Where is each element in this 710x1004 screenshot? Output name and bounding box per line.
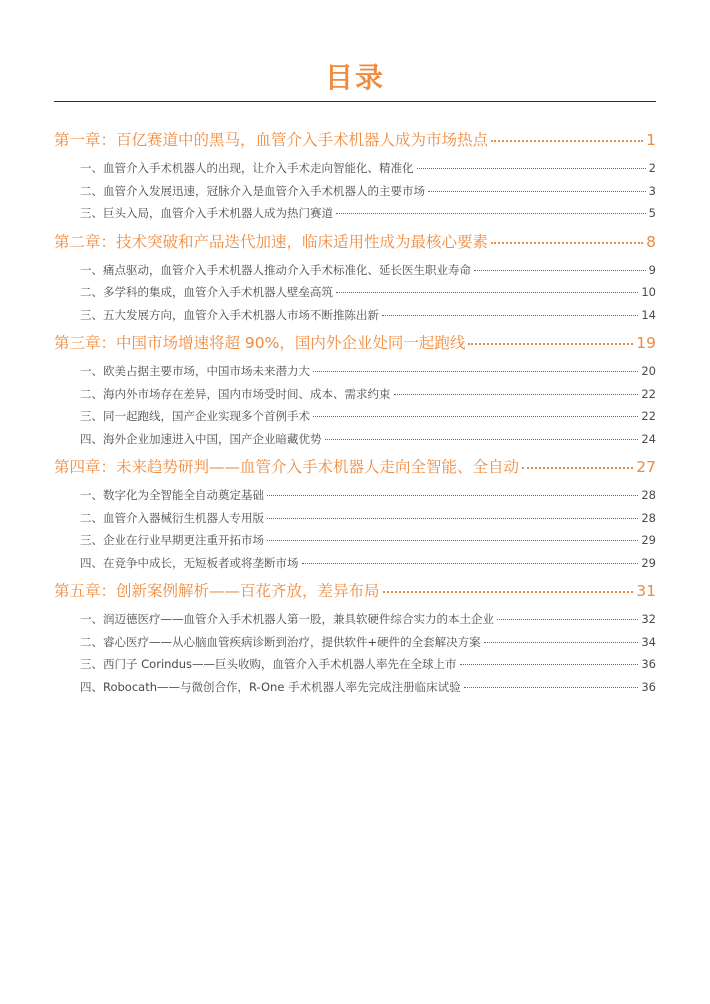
toc-section-title: 三、企业在行业早期更注重开拓市场 xyxy=(80,533,264,547)
toc-dot-leader xyxy=(394,386,639,398)
toc-dot-leader xyxy=(302,555,639,567)
toc-dot-leader xyxy=(491,231,643,247)
toc-dot-leader xyxy=(267,488,638,500)
toc-dot-leader xyxy=(460,657,639,669)
toc-dot-leader xyxy=(474,262,646,274)
toc-page-number: 29 xyxy=(641,555,656,570)
toc-section-entry[interactable] xyxy=(54,281,656,304)
toc-chapter xyxy=(54,578,656,702)
toc-chapter-entry[interactable] xyxy=(54,330,656,356)
page-title: 目录 xyxy=(324,61,385,94)
toc-page-number: 24 xyxy=(641,431,656,446)
toc-section-title: 四、海外企业加速进入中国，国产企业暗藏优势 xyxy=(80,431,322,446)
toc-chapter-entry[interactable] xyxy=(54,578,656,604)
toc-section-entry[interactable] xyxy=(54,428,656,451)
toc-chapter-title: 第五章：创新案例解析——百花齐放，差异布局 xyxy=(54,582,380,600)
toc-section-entry[interactable] xyxy=(54,259,656,282)
toc-section-entry[interactable] xyxy=(54,383,656,406)
toc-chapter xyxy=(54,229,656,331)
toc-section-title: 四、Robocath——与微创合作，R-One 手术机器人率先完成注册临床试验 xyxy=(80,679,461,694)
toc-chapter-title: 第四章：未来趋势研判——血管介入手术机器人走向全智能、全自动 xyxy=(54,458,520,476)
toc-page-number: 2 xyxy=(648,161,656,175)
toc-section-title: 二、睿心医疗——从心脑血管疾病诊断到治疗，提供软件+硬件的全套解决方案 xyxy=(80,634,481,649)
table-of-contents xyxy=(54,127,656,702)
toc-chapter-title: 第二章：技术突破和产品迭代加速，临床适用性成为最核心要素 xyxy=(54,232,489,251)
toc-chapter-title: 第一章：百亿赛道中的黑马，血管介入手术机器人成为市场热点 xyxy=(54,131,489,149)
toc-page-number: 3 xyxy=(648,183,656,198)
toc-page-number: 22 xyxy=(641,409,656,423)
toc-page-number: 8 xyxy=(646,232,656,251)
toc-section-entry[interactable] xyxy=(54,360,656,383)
toc-section-entry[interactable] xyxy=(54,202,656,225)
toc-chapter-entry[interactable] xyxy=(54,454,656,480)
toc-page-number: 20 xyxy=(641,364,656,378)
toc-chapter xyxy=(54,330,656,454)
toc-chapter xyxy=(54,454,656,578)
toc-section-title: 三、西门子 Corindus——巨头收购，血管介入手术机器人率先在全球上市 xyxy=(80,657,457,671)
toc-dot-leader xyxy=(336,206,646,218)
toc-section-entry[interactable] xyxy=(54,180,656,203)
toc-section-entry[interactable] xyxy=(54,529,656,552)
toc-dot-leader xyxy=(417,161,646,173)
toc-section-entry[interactable] xyxy=(54,608,656,631)
toc-section-title: 二、海内外市场存在差异，国内市场受时间、成本、需求约束 xyxy=(80,386,391,401)
toc-dot-leader xyxy=(267,533,638,545)
toc-page-number: 14 xyxy=(641,307,656,322)
toc-section-title: 三、同一起跑线，国产企业实现多个首例手术 xyxy=(80,409,310,423)
toc-dot-leader xyxy=(464,679,639,691)
toc-page-number: 5 xyxy=(648,206,656,220)
toc-section-title: 一、数字化为全智能全自动奠定基础 xyxy=(80,488,264,502)
toc-dot-leader xyxy=(313,409,638,421)
toc-section-title: 一、痛点驱动，血管介入手术机器人推动介入手术标准化、延长医生职业寿命 xyxy=(80,262,471,277)
toc-dot-leader xyxy=(325,431,639,443)
toc-section-title: 三、巨头入局，血管介入手术机器人成为热门赛道 xyxy=(80,206,333,220)
toc-dot-leader xyxy=(428,183,646,195)
toc-section-list xyxy=(54,604,656,702)
toc-section-title: 二、多学科的集成，血管介入手术机器人壁垒高筑 xyxy=(80,285,333,299)
toc-section-entry[interactable] xyxy=(54,157,656,180)
toc-section-entry[interactable] xyxy=(54,304,656,327)
toc-page-number: 28 xyxy=(641,488,656,502)
toc-section-entry[interactable] xyxy=(54,653,656,676)
toc-dot-leader xyxy=(497,612,638,624)
toc-page-number: 19 xyxy=(636,334,656,352)
toc-dot-leader xyxy=(468,333,633,349)
title-divider xyxy=(54,101,656,102)
toc-page-number: 31 xyxy=(636,582,656,600)
toc-page-number: 28 xyxy=(641,510,656,525)
toc-page-number: 36 xyxy=(641,679,656,694)
toc-section-title: 二、血管介入器械衍生机器人专用版 xyxy=(80,510,264,525)
toc-chapter-title: 第三章：中国市场增速将超 90%，国内外企业处同一起跑线 xyxy=(54,334,466,352)
toc-dot-leader xyxy=(336,285,638,297)
toc-chapter-entry[interactable] xyxy=(54,229,656,255)
toc-page-number: 22 xyxy=(641,386,656,401)
toc-page-number: 36 xyxy=(641,657,656,671)
toc-section-title: 四、在竞争中成长，无短板者或将垄断市场 xyxy=(80,555,299,570)
toc-section-entry[interactable] xyxy=(54,676,656,699)
toc-section-title: 一、血管介入手术机器人的出现，让介入手术走向智能化、精准化 xyxy=(80,161,414,175)
toc-dot-leader xyxy=(313,364,638,376)
toc-section-entry[interactable] xyxy=(54,484,656,507)
toc-section-list xyxy=(54,255,656,331)
toc-page-number: 10 xyxy=(641,285,656,299)
toc-section-title: 一、欧美占据主要市场，中国市场未来潜力大 xyxy=(80,364,310,378)
toc-section-list xyxy=(54,356,656,454)
toc-chapter xyxy=(54,127,656,229)
toc-page-number: 9 xyxy=(648,262,656,277)
toc-page-number: 1 xyxy=(646,131,656,149)
toc-dot-leader xyxy=(267,510,638,522)
toc-section-list xyxy=(54,153,656,229)
toc-section-title: 二、血管介入发展迅速，冠脉介入是血管介入手术机器人的主要市场 xyxy=(80,183,425,198)
toc-page-number: 27 xyxy=(636,458,656,476)
toc-dot-leader xyxy=(484,634,639,646)
toc-page-number: 29 xyxy=(641,533,656,547)
toc-dot-leader xyxy=(383,581,634,597)
toc-section-entry[interactable] xyxy=(54,631,656,654)
toc-section-entry[interactable] xyxy=(54,552,656,575)
toc-page-number: 34 xyxy=(641,634,656,649)
toc-section-entry[interactable] xyxy=(54,405,656,428)
toc-section-title: 一、润迈德医疗——血管介入手术机器人第一股，兼具软硬件综合实力的本土企业 xyxy=(80,612,494,626)
toc-section-title: 三、五大发展方向，血管介入手术机器人市场不断推陈出新 xyxy=(80,307,379,322)
toc-dot-leader xyxy=(382,307,638,319)
toc-chapter-entry[interactable] xyxy=(54,127,656,153)
toc-dot-leader xyxy=(491,130,643,146)
toc-section-entry[interactable] xyxy=(54,507,656,530)
toc-section-list xyxy=(54,480,656,578)
toc-dot-leader xyxy=(522,457,633,473)
toc-page-number: 32 xyxy=(641,612,656,626)
